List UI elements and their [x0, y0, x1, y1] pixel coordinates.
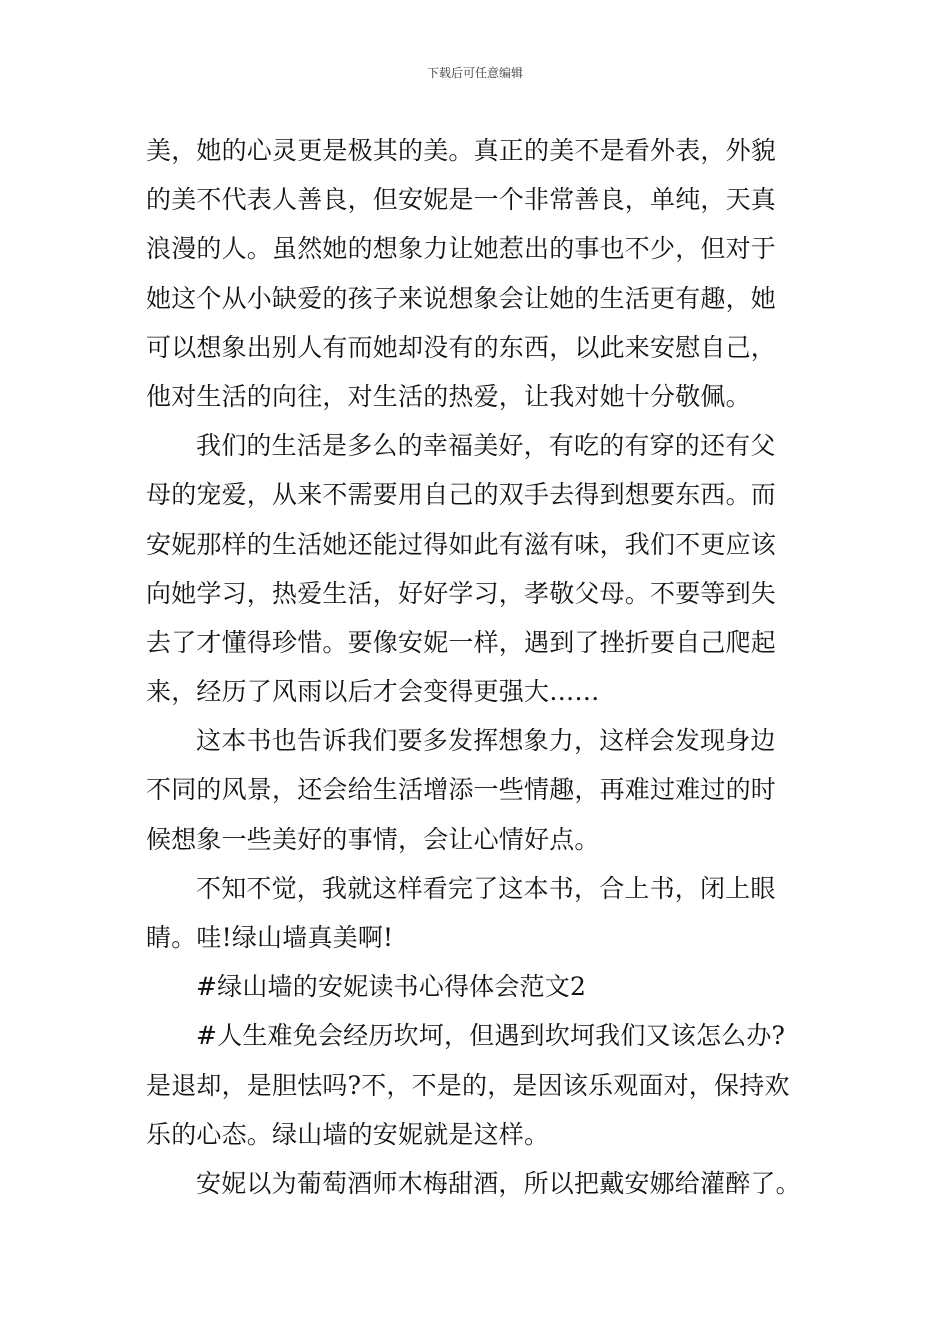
- text-line: 向她学习，热爱生活，好好学习，孝敬父母。不要等到失: [146, 578, 777, 608]
- text-line: 她这个从小缺爱的孩子来说想象会让她的生活更有趣，她: [146, 283, 777, 313]
- text-line: 是退却，是胆怯吗?不，不是的，是因该乐观面对，保持欢: [146, 1070, 790, 1100]
- text-line: 这本书也告诉我们要多发挥想象力，这样会发现身边: [196, 726, 776, 756]
- text-line: 安妮那样的生活她还能过得如此有滋有味，我们不更应该: [146, 529, 777, 559]
- text-line: #人生难免会经历坎坷，但遇到坎坷我们又该怎么办?: [196, 1021, 786, 1051]
- text-line: 美，她的心灵更是极其的美。真正的美不是看外表，外貌: [146, 136, 777, 165]
- text-line: 可以想象出别人有而她却没有的东西，以此来安慰自己，: [146, 332, 777, 362]
- document-body: [146, 126, 836, 1208]
- text-line: 安妮以为葡萄酒师木梅甜酒，所以把戴安娜给灌醉了。: [196, 1168, 801, 1198]
- text-line: 浪漫的人。虽然她的想象力让她惹出的事也不少，但对于: [146, 234, 777, 264]
- page-header: 下载后可任意编辑: [426, 66, 523, 80]
- text-line: 我们的生活是多么的幸福美好，有吃的有穿的还有父: [196, 431, 776, 461]
- section-heading: #绿山墙的安妮读书心得体会范文2: [196, 972, 587, 1002]
- text-line: 不同的风景，还会给生活增添一些情趣，再难过难过的时: [146, 775, 777, 805]
- text-line: 睛。哇!绿山墙真美啊!: [146, 923, 394, 952]
- text-line: 候想象一些美好的事情，会让心情好点。: [146, 824, 600, 854]
- text-line: 他对生活的向往，对生活的热爱，让我对她十分敬佩。: [146, 381, 751, 411]
- text-line: 不知不觉，我就这样看完了这本书，合上书，闭上眼: [196, 873, 776, 903]
- text-line: 来，经历了风雨以后才会变得更强大……: [146, 677, 600, 707]
- text-line: 去了才懂得珍惜。要像安妮一样，遇到了挫折要自己爬起: [146, 627, 777, 657]
- text-line: 的美不代表人善良，但安妮是一个非常善良，单纯，天真: [146, 185, 777, 215]
- text-line: 乐的心态。绿山墙的安妮就是这样。: [146, 1119, 550, 1149]
- text-line: 母的宠爱，从来不需要用自己的双手去得到想要东西。而: [146, 480, 777, 510]
